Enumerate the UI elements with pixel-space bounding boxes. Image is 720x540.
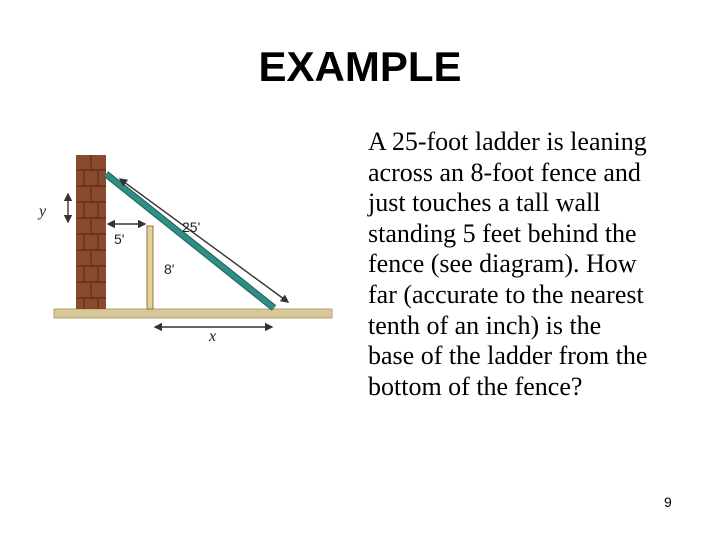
problem-line: across an 8-foot fence and	[368, 157, 641, 187]
problem-line: far (accurate to the nearest	[368, 279, 644, 309]
problem-line: standing 5 feet behind the	[368, 218, 637, 248]
label-y: y	[39, 203, 47, 220]
problem-text	[368, 127, 720, 402]
problem-line: tenth of an inch) is the	[368, 310, 602, 340]
ladder-length-arrow	[120, 179, 288, 302]
slide-title: EXAMPLE	[258, 43, 462, 90]
problem-line: base of the ladder from the	[368, 341, 648, 371]
label-25ft: 25'	[182, 219, 201, 235]
fence-post	[147, 226, 153, 309]
problem-line: bottom of the fence?	[368, 371, 583, 401]
page-number: 9	[664, 494, 672, 510]
problem-line: fence (see diagram). How	[368, 249, 637, 279]
brick-wall	[76, 155, 106, 309]
problem-line: A 25-foot ladder is leaning	[368, 127, 647, 156]
ladder-fence-diagram	[34, 150, 334, 346]
label-8ft: 8'	[164, 261, 175, 277]
ground	[54, 309, 332, 318]
label-x: x	[209, 328, 217, 345]
label-5ft: 5'	[114, 231, 125, 247]
problem-line: just touches a tall wall	[368, 188, 601, 218]
